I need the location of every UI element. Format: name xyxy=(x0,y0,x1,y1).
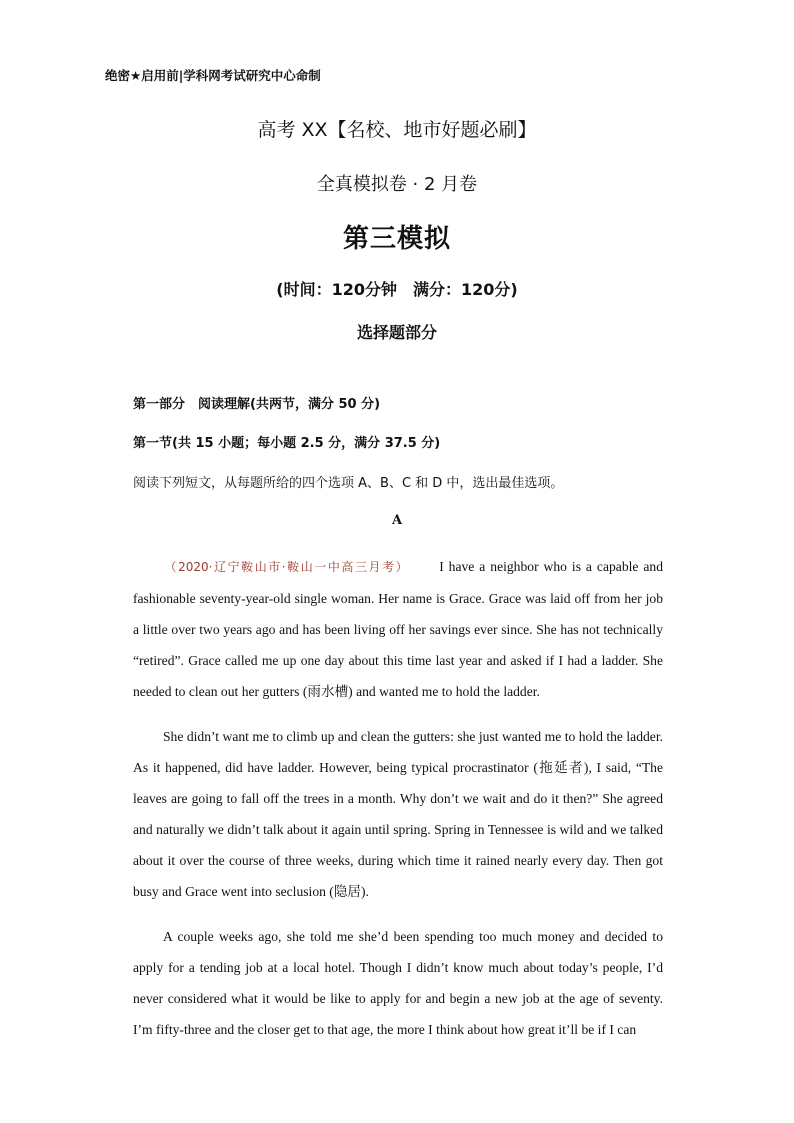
part-label: 选择题部分 xyxy=(356,323,437,342)
section-heading-2: 第一节(共 15 小题；每小题 2.5 分，满分 37.5 分) xyxy=(133,436,441,451)
paragraph-2-text: She didn’t want me to climb up and clean the gutters: she just wanted me to hold the ladder. As it happened, did have ladder. However, being typical procrastinator (拖延者), I said, “The leaves are going to fall off the trees in a month. Why don’t we wait and do it then?” She agreed and naturally we didn’t talk about it again until spring. Spring in Tennessee is wild and we talked about it over the course of three weeks, during which time it rained nearly every day. Then got busy and Grace went into seclusion (隐居). xyxy=(133,729,663,899)
paragraph-1-text: I have a neighbor who is a capable and fashionable seventy-year-old single woman. Her name is Grace. Grace was laid off from her job a little over two years ago and has been living off her savings ever since. She has not technically “retired”. Grace called me up one day about this time last year and asked if I had a ladder. She needed to clean out her gutters (雨水槽) and wanted me to hold the ladder. xyxy=(133,559,664,699)
paragraph-1 xyxy=(133,551,663,707)
paragraph-2 xyxy=(133,721,663,907)
exam-title: 高考 XX【名校、地市好题必刷】 xyxy=(257,119,537,141)
passage-source: （2020·辽宁鞍山市·鞍山一中高三月考） xyxy=(163,560,410,574)
time-info: (时间：120分钟 满分：120分) xyxy=(276,280,518,299)
exam-subtitle: 全真模拟卷 · 2 月卷 xyxy=(316,174,478,195)
model-title: 第三模拟 xyxy=(342,224,451,254)
paragraph-3-text: A couple weeks ago, she told me she’d been spending too much money and decided to apply for a tending job at a local hotel. Though I didn’t know much about today’s people, I’d never considered what it would be like to apply for and begin a new job at the age of seventy. I’m fifty-three and the closer get to that age, the more I think about how great it’ll be if I can xyxy=(133,929,663,1037)
paragraph-3 xyxy=(133,921,663,1045)
exam-header: 绝密★启用前|学科网考试研究中心命制 xyxy=(105,68,321,83)
section-heading-1: 第一部分 阅读理解(共两节，满分 50 分) xyxy=(133,397,381,412)
passage-label: A xyxy=(391,513,403,528)
instructions: 阅读下列短文，从每题所给的四个选项 A、B、C 和 D 中，选出最佳选项。 xyxy=(133,476,564,491)
